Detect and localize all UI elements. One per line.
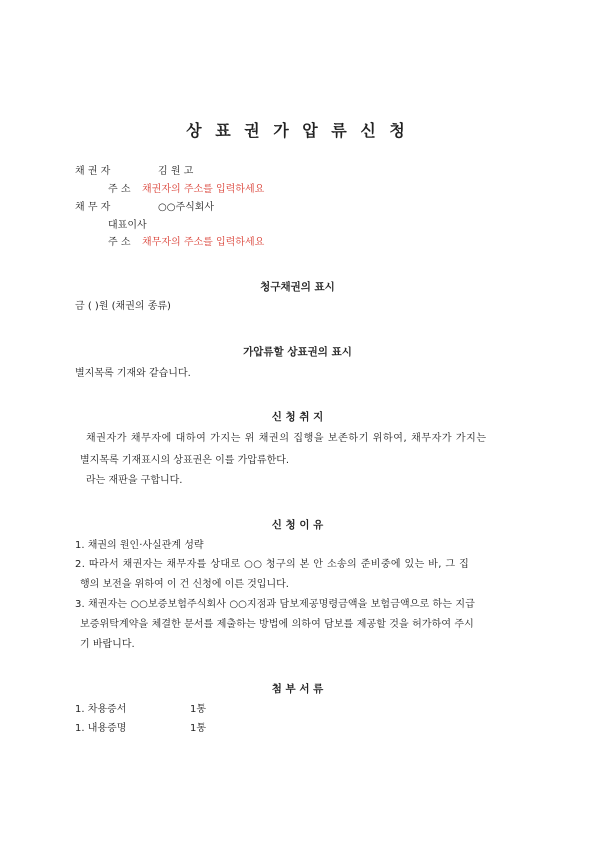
claim-amount-line: 금 ( )원 (채권의 종류) xyxy=(75,301,171,312)
creditor-address-field[interactable]: 채권자의 주소를 입력하세요 xyxy=(142,184,265,195)
reason-line: 1. 채권의 원인·사실관계 성략 xyxy=(75,540,204,551)
attachment-item-label: 1. 차용증서 xyxy=(75,704,127,715)
attachment-item-count: 1통 xyxy=(190,723,207,734)
debtor-label: 채 무 자 xyxy=(75,202,111,213)
trademark-heading: 가압류할 상표권의 표시 xyxy=(243,346,352,358)
creditor-address-label: 주 소 xyxy=(108,184,131,195)
attachment-item-count: 1통 xyxy=(190,704,207,715)
reason-line: 보증위탁계약을 체결한 문서를 제출하는 방법에 의하여 담보를 제공할 것을 허가하여 주시 xyxy=(80,619,474,630)
debtor-name: ○○주식회사 xyxy=(158,202,215,213)
purpose-line: 별지목록 기재표시의 상표권은 이를 가압류한다. xyxy=(80,455,290,466)
creditor-label: 채 권 자 xyxy=(75,166,111,177)
reason-line: 2. 따라서 채권자는 채무자를 상대로 ○○ 청구의 본 안 소송의 준비중에 있는 바, 그 집 xyxy=(75,559,470,570)
debtor-address-field[interactable]: 채무자의 주소를 입력하세요 xyxy=(142,237,265,248)
purpose-line: 라는 재판을 구합니다. xyxy=(86,475,183,486)
representative-label: 대표이사 xyxy=(108,220,147,231)
purpose-line: 채권자가 채무자에 대하여 가지는 위 채권의 집행을 보존하기 위하여, 채무자가 가지는 xyxy=(86,433,487,444)
debtor-address-label: 주 소 xyxy=(108,237,131,248)
trademark-description: 별지목록 기재와 같습니다. xyxy=(75,368,191,379)
reason-line: 3. 채권자는 ○○보증보험주식회사 ○○지점과 담보제공명령금액을 보험금액으로 하는 지급 xyxy=(75,599,475,610)
attachments-heading: 첨 부 서 류 xyxy=(271,683,324,695)
reason-heading: 신 청 이 유 xyxy=(271,519,324,531)
reason-line: 행의 보전을 위하여 이 건 신청에 이른 것입니다. xyxy=(80,579,289,590)
document-title: 상 표 권 가 압 류 신 청 xyxy=(186,121,409,140)
attachment-item-label: 1. 내용증명 xyxy=(75,723,127,734)
purpose-heading: 신 청 취 지 xyxy=(271,411,324,423)
creditor-name: 김 원 고 xyxy=(158,166,194,177)
claim-heading: 청구채권의 표시 xyxy=(260,281,335,293)
reason-line: 기 바랍니다. xyxy=(80,639,135,650)
